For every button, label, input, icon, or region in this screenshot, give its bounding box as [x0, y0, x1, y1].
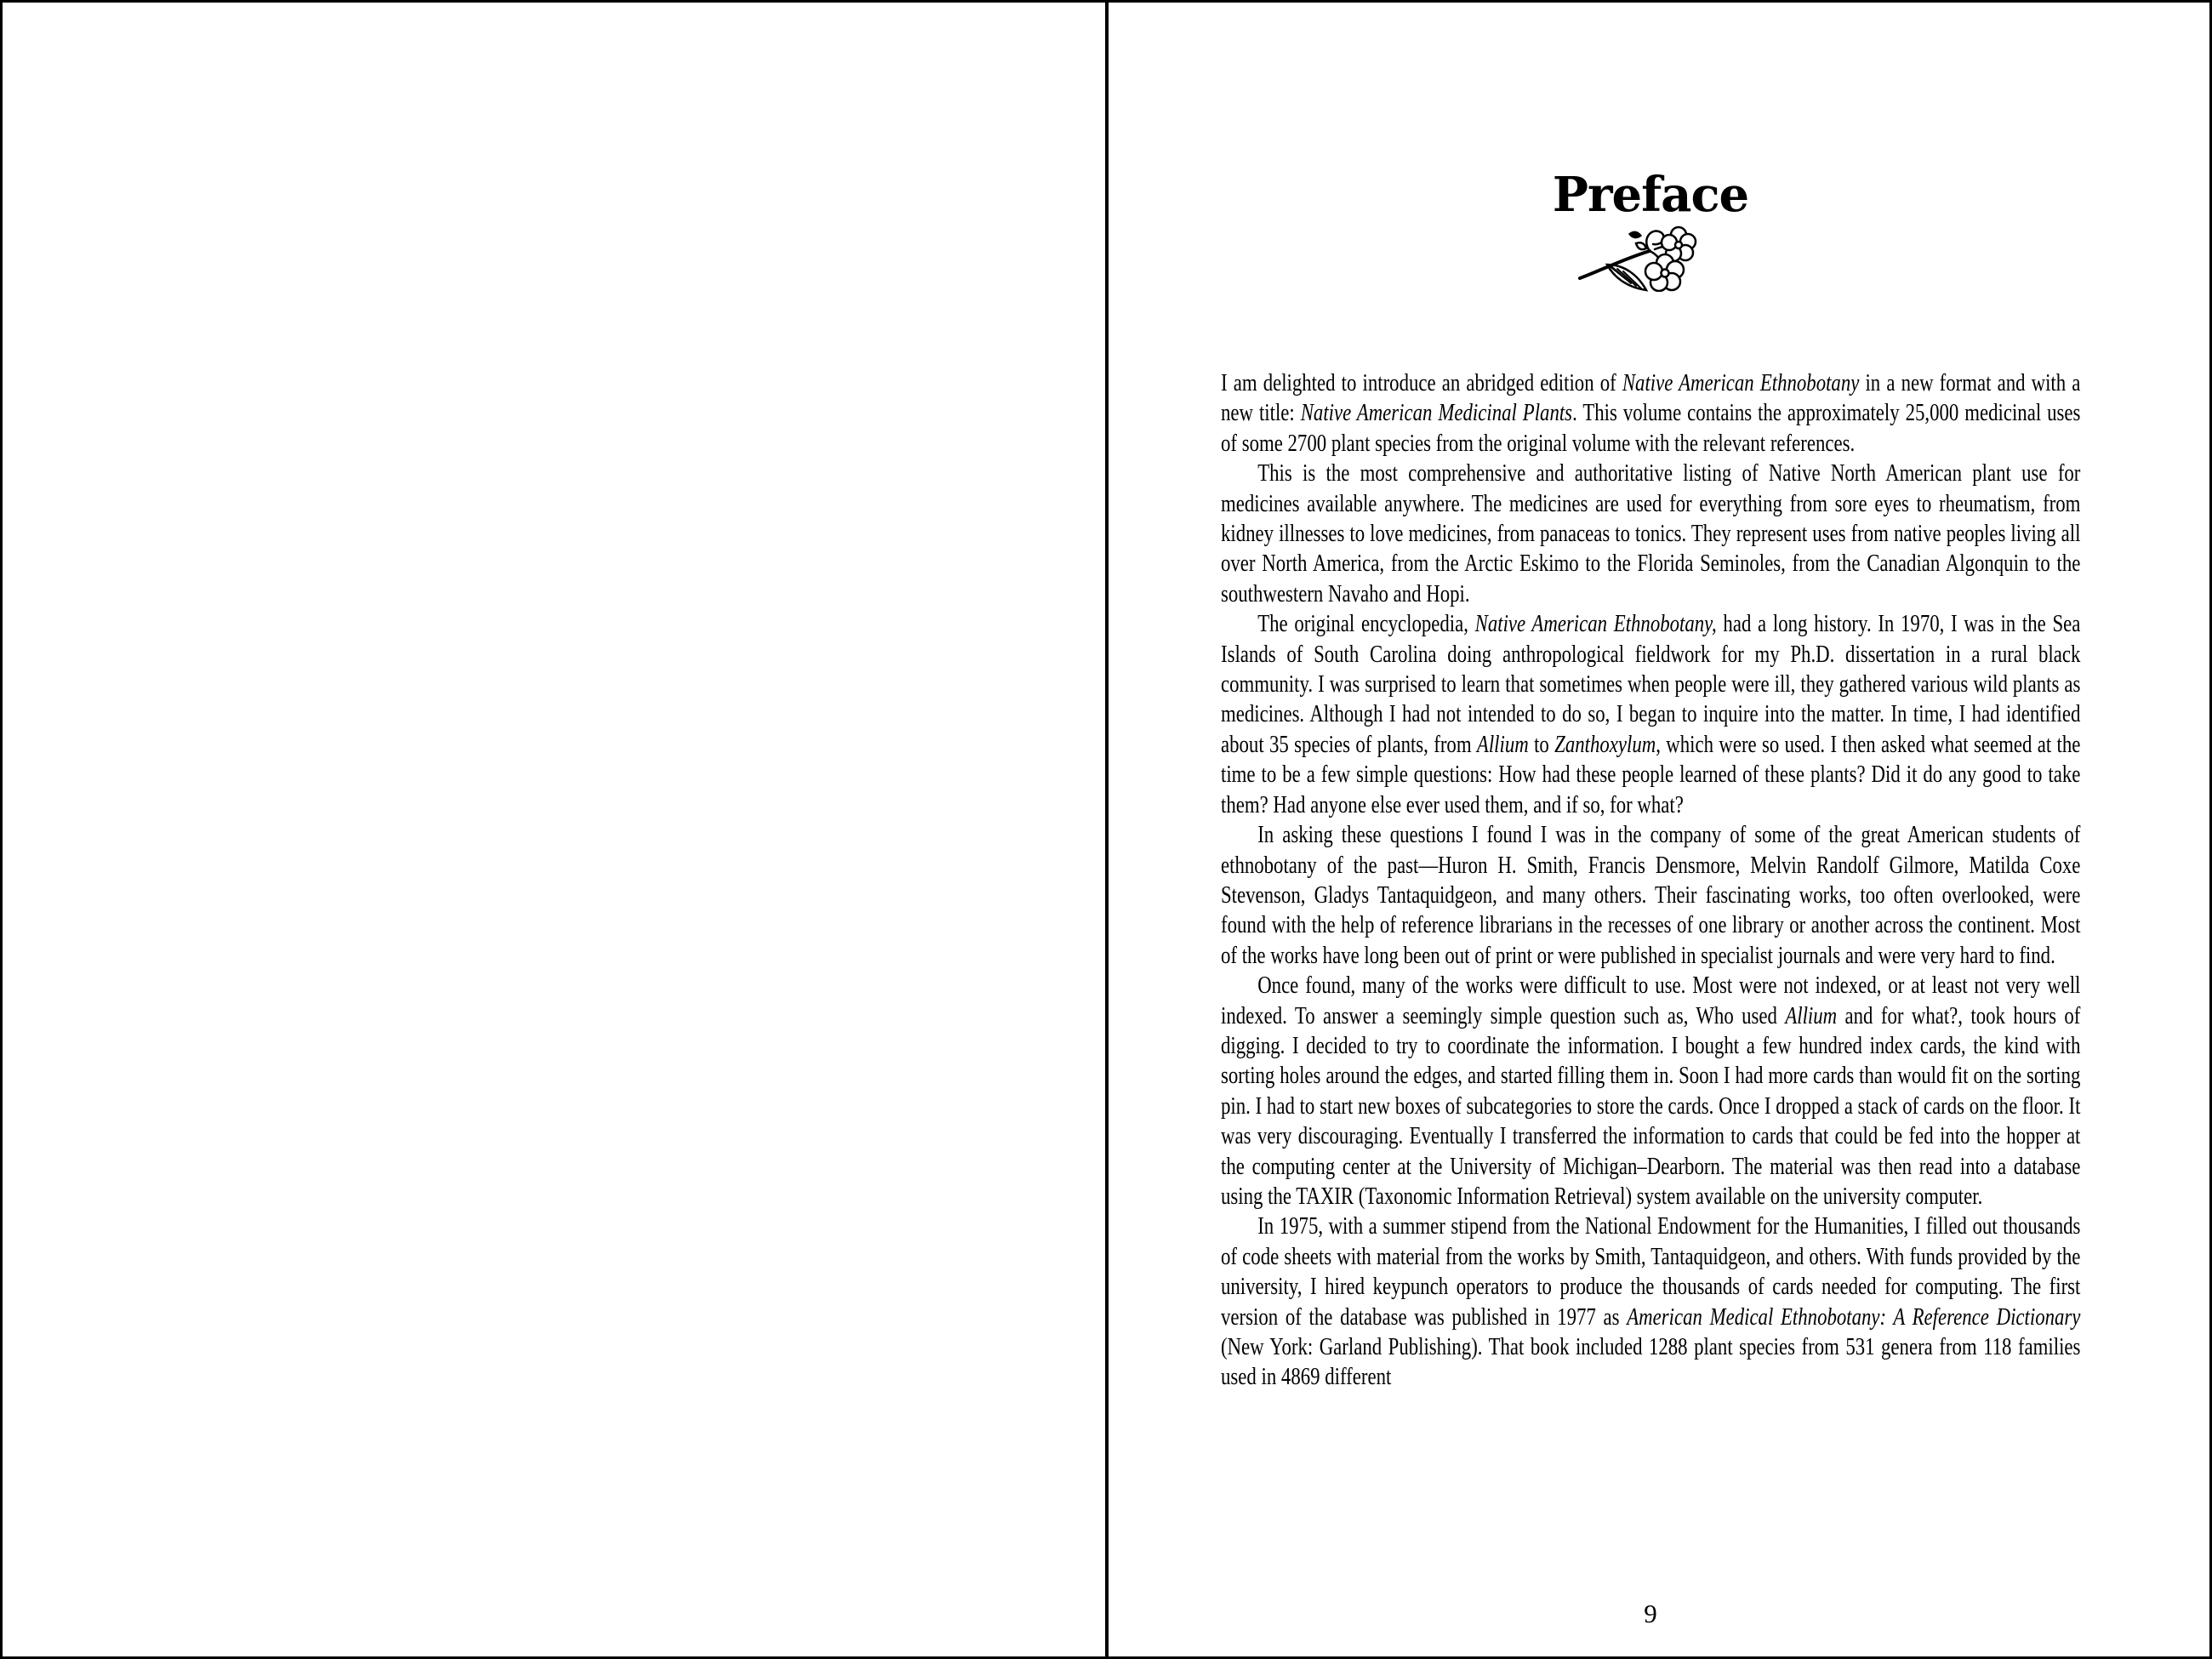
page-number: 9: [1644, 1599, 1657, 1628]
left-page-blank: [3, 3, 1105, 1656]
page-title: Preface: [1552, 167, 1749, 223]
preface-paragraph: The original encyclopedia, Native American Ethnobotany, had a long history. In 1970, I was in the Sea Islands of South Carolina doing anthropological fieldwork for my Ph.D. dissertation in a rural black community. I was surprised to learn that sometimes when people were ill, they gathered various wild plants as medicines. Although I had not intended to do so, I began to inquire into the matter. In time, I had identified about 35 species of plants, from Allium to Zanthoxylum, which were so used. I then asked what seemed at the time to be a few simple questions: How had these people learned of these plants? Did it do any good to take them? Had anyone else ever used them, and if so, for what?: [1221, 611, 2081, 818]
flower-sprig-icon: [1211, 222, 2070, 292]
right-page: [1109, 3, 2209, 1656]
preface-paragraph: In asking these questions I found I was in the company of some of the great American students of ethnobotany of the past—Huron H. Smith, Francis Densmore, Melvin Randolf Gilmore, Matilda Coxe Stevenson, Gladys Tantaquidgeon, and many others. Their fascinating works, too often overlooked, were found with the help of reference librarians in the recesses of one library or another across the continent. Most of the works have long been out of print or were published in specialist journals and were very hard to find.: [1221, 822, 2081, 969]
preface-paragraph: Once found, many of the works were difficult to use. Most were not indexed, or at least not very well indexed. To answer a seemingly simple question such as, Who used Allium and for what?, took hours of digging. I decided to try to coordinate the information. I bought a few hundred index cards, the kind with sorting holes around the edges, and started filling them in. Soon I had more cards than would fit on the sorting pin. I had to start new boxes of subcategories to store the cards. Once I dropped a stack of cards on the floor. It was very discouraging. Eventually I transferred the information to cards that could be fed into the hopper at the computing center at the University of Michigan–Dearborn. The material was then read into a database using the TAXIR (Taxonomic Information Retrieval) system available on the university computer.: [1221, 972, 2081, 1210]
right-page-content: [1221, 3, 2080, 1393]
preface-paragraph: In 1975, with a summer stipend from the National Endowment for the Humanities, I filled out thousands of code sheets with material from the works by Smith, Tantaquidgeon, and others. With funds provided by the university, I hired keypunch operators to produce the thousands of cards needed for computing. The first version of the database was published in 1977 as American Medical Ethnobotany: A Reference Dictionary (New York: Garland Publishing). That book included 1288 plant species from 531 genera from 118 families used in 4869 different: [1221, 1213, 2081, 1391]
preface-paragraph: I am delighted to introduce an abridged edition of Native American Ethnobotany in a new format and with a new title: Native American Medicinal Plants. This volume contains the approximately 25,000 medicinal uses of some 2700 plant species from the original volume with the relevant references.: [1221, 370, 2081, 457]
preface-paragraph: This is the most comprehensive and authoritative listing of Native North American plant use for medicines available anywhere. The medicines are used for everything from sore eyes to rheumatism, from kidney illnesses to love medicines, from panaceas to tonics. They represent uses from native peoples living all over North America, from the Arctic Eskimo to the Florida Seminoles, from the Canadian Algonquin to the southwestern Navaho and Hopi.: [1221, 460, 2081, 607]
preface-body: [1221, 368, 2080, 1393]
